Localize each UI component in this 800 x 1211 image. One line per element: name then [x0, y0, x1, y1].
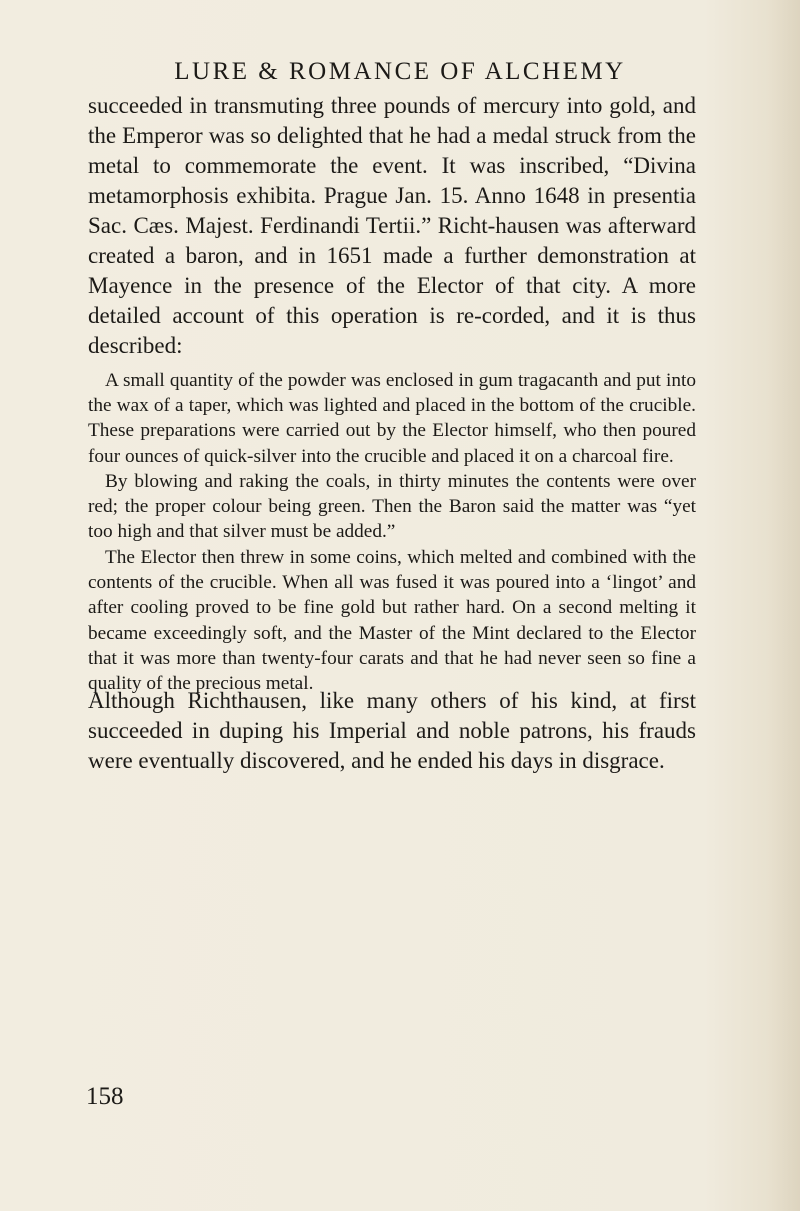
body-paragraph-1: succeeded in transmuting three pounds of mercury into gold, and the Emperor was so delighted that he had a medal struck from the metal to commemorate the event. It was inscribed, “Divina metamorphosis exhibita. Prague Jan. 15. Anno 1648 in presentia Sac. Cæs. Majest. Ferdinandi Tertii.” Richt-hausen was afterward created a baron, and in 1651 made a further demonstration at Mayence in the presence of the Elector of that city. A more detailed account of this operation is re-corded, and it is thus described:: [88, 93, 696, 358]
quoted-paragraph-2: By blowing and raking the coals, in thirty minutes the contents were over red; the proper colour being green. Then the Baron said the matter was “yet too high and that silver must be added.”: [88, 471, 696, 543]
page-number: 158: [86, 1083, 124, 1110]
running-head: LURE & ROMANCE OF ALCHEMY: [174, 58, 626, 85]
quoted-paragraph-3: The Elector then threw in some coins, which melted and combined with the contents of the crucible. When all was fused it was poured into a ‘lingot’ and after cooling proved to be fine gold but rather hard. On a second melting it became exceedingly soft, and the Master of the Mint declared to the Elector that it was more than twenty-four carats and that he had never seen so fine a quality of the precious metal.: [88, 547, 696, 695]
body-paragraph-2: Although Richthausen, like many others of his kind, at first succeeded in duping his Imperial and noble patrons, his frauds were eventually discovered, and he ended his days in disgrace.: [88, 688, 696, 773]
quoted-paragraph-1: A small quantity of the powder was enclosed in gum tragacanth and put into the wax of a taper, which was lighted and placed in the bottom of the crucible. These preparations were carried out by the Elector himself, who then poured four ounces of quick-silver into the crucible and placed it on a charcoal fire.: [88, 370, 696, 467]
